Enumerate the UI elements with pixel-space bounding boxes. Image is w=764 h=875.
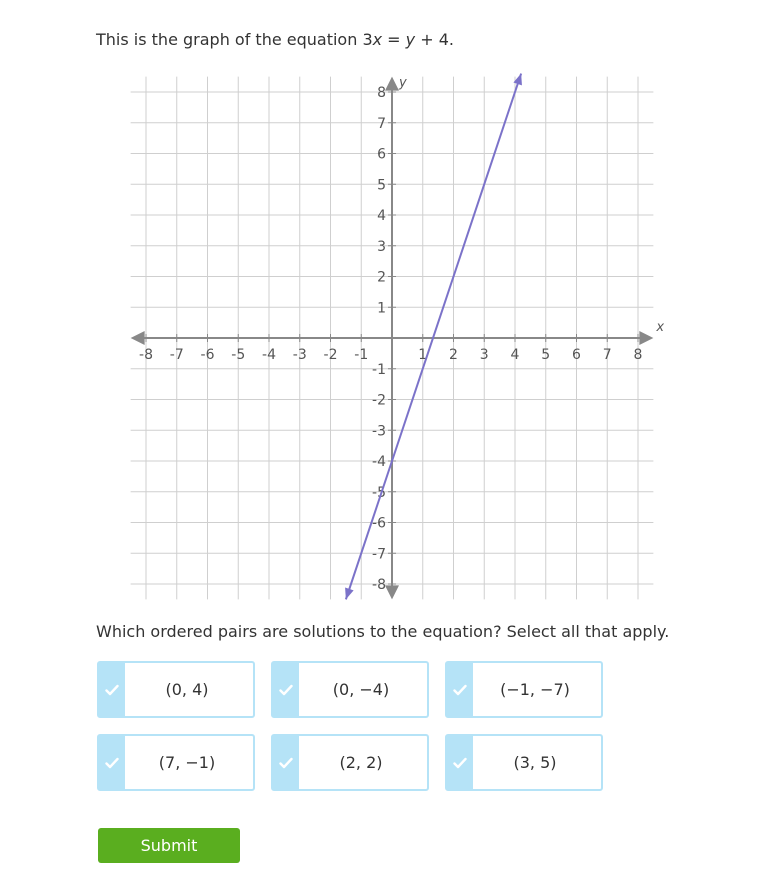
y-tick-label: 6 — [377, 146, 386, 163]
y-axis-arrow-up — [385, 77, 399, 91]
y-tick-label: 8 — [377, 85, 386, 101]
x-tick-label: -4 — [262, 347, 276, 363]
y-tick-label: -3 — [372, 423, 386, 440]
y-tick-label: 2 — [377, 269, 386, 286]
x-tick-label: 1 — [418, 347, 428, 363]
checkmark-icon — [453, 684, 467, 696]
x-tick-label: -1 — [354, 347, 369, 363]
prompt-middle: = — [382, 30, 406, 49]
y-tick-label: 3 — [377, 238, 386, 255]
y-tick-label: -4 — [372, 454, 386, 470]
checkbox[interactable] — [447, 663, 473, 716]
prompt-variable-y: y — [405, 30, 416, 49]
choice-option-6[interactable] — [445, 734, 603, 791]
checkbox[interactable] — [99, 663, 125, 716]
x-tick-label: -5 — [231, 347, 246, 363]
checkmark-icon — [453, 757, 467, 769]
checkbox[interactable] — [273, 736, 299, 789]
y-tick-label: 7 — [377, 115, 386, 132]
checkbox[interactable] — [273, 663, 299, 716]
y-tick-label: 1 — [377, 300, 386, 317]
question-prompt — [96, 30, 454, 50]
x-tick-label: -6 — [200, 347, 215, 363]
y-tick-label: 4 — [377, 208, 386, 224]
x-tick-label: -3 — [292, 347, 307, 363]
choice-option-4[interactable] — [97, 734, 255, 791]
choice-label: (2, 2) — [339, 753, 383, 772]
x-tick-label: 4 — [510, 347, 520, 363]
x-tick-label: 8 — [633, 347, 643, 363]
x-tick-label: 6 — [572, 347, 581, 363]
choice-option-2[interactable] — [271, 661, 429, 718]
x-tick-label: -8 — [139, 347, 153, 363]
choice-label: (−1, −7) — [500, 680, 570, 699]
y-tick-label: -6 — [372, 515, 386, 532]
checkmark-icon — [279, 757, 293, 769]
x-tick-label: 2 — [449, 347, 458, 363]
x-tick-label: 7 — [602, 347, 612, 363]
equation-line — [346, 74, 521, 600]
checkbox[interactable] — [447, 736, 473, 789]
coordinate-graph — [124, 68, 664, 608]
y-tick-label: -1 — [372, 361, 386, 378]
checkmark-icon — [105, 684, 119, 696]
x-tick-label: 3 — [479, 347, 489, 363]
prompt-variable-x: x — [372, 30, 383, 49]
x-axis-arrow-left — [131, 331, 145, 345]
y-tick-label: -8 — [372, 577, 386, 593]
choice-label: (7, −1) — [158, 753, 216, 772]
y-tick-label: 5 — [377, 177, 386, 194]
checkbox[interactable] — [99, 736, 125, 789]
y-tick-label: -2 — [372, 392, 386, 409]
x-axis-arrow-right — [639, 331, 653, 345]
choice-label: (3, 5) — [513, 753, 557, 772]
prompt-suffix: + 4. — [415, 30, 454, 49]
choice-label: (0, −4) — [332, 680, 390, 699]
choice-option-5[interactable] — [271, 734, 429, 791]
x-tick-label: -2 — [323, 347, 338, 363]
instruction-text: Which ordered pairs are solutions to the equation? Select all that apply. — [96, 622, 670, 641]
prompt-prefix: This is the graph of the equation 3 — [96, 30, 373, 49]
answer-choices — [97, 661, 617, 791]
x-axis-label: x — [656, 320, 664, 335]
y-axis-arrow-down — [385, 585, 399, 599]
choice-option-1[interactable] — [97, 661, 255, 718]
y-tick-label: -7 — [372, 546, 386, 563]
y-axis-label: y — [399, 75, 407, 91]
y-tick-label: -5 — [372, 484, 386, 501]
checkmark-icon — [105, 757, 119, 769]
choice-option-3[interactable] — [445, 661, 603, 718]
choice-label: (0, 4) — [165, 680, 209, 699]
submit-button[interactable]: Submit — [98, 828, 240, 863]
x-tick-label: 5 — [541, 347, 551, 363]
checkmark-icon — [279, 684, 293, 696]
x-tick-label: -7 — [169, 347, 184, 363]
equation-line-arrow-down — [345, 588, 354, 600]
